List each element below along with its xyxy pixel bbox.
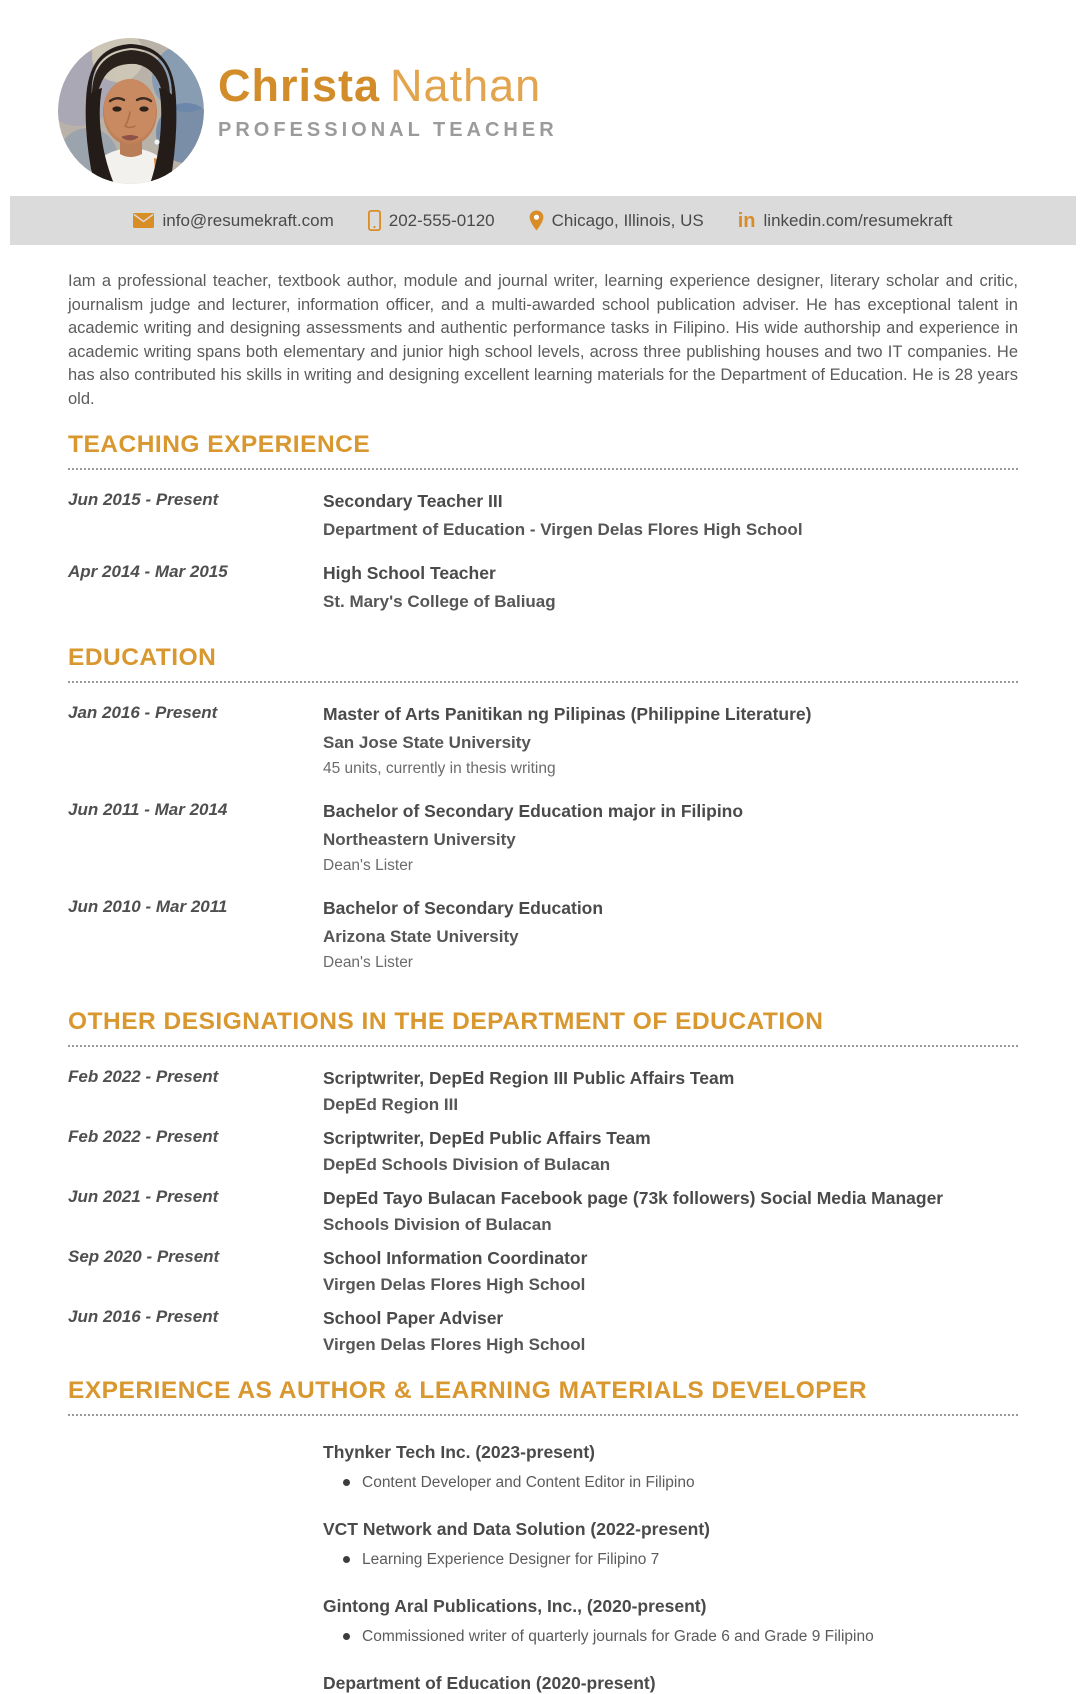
full-name [218, 62, 558, 109]
resume-header [0, 0, 1086, 184]
entry-body [323, 1246, 1018, 1297]
email-icon [133, 213, 154, 228]
education-entry [68, 702, 1018, 780]
bullet-item [343, 1626, 1018, 1647]
bullet-text: Commissioned writer of quarterly journals for Grade 6 and Grade 9 Filipino [362, 1627, 874, 1645]
entry-organization: DepEd Region III [323, 1094, 459, 1114]
author-entry [323, 1673, 1018, 1694]
entry-date: Jan 2016 - Present [68, 702, 218, 722]
company-name: Thynker Tech Inc. (2023-present) [323, 1441, 595, 1462]
entry-organization: Virgen Delas Flores High School [323, 1334, 586, 1354]
entry-date: Sep 2020 - Present [68, 1246, 220, 1266]
entry-description: Dean's Lister [323, 856, 413, 874]
bullet-icon [343, 1633, 350, 1640]
section-other-designations [68, 1008, 1018, 1357]
teaching-entry [68, 561, 1018, 614]
location-text: Chicago, Illinois, US [551, 210, 704, 230]
entry-body [323, 1126, 1018, 1177]
section-teaching-experience [68, 431, 1018, 614]
contact-bar [10, 196, 1076, 245]
company-name: VCT Network and Data Solution (2022-present) [323, 1518, 711, 1539]
designation-entry [68, 1186, 1018, 1237]
last-name: Nathan [390, 60, 542, 111]
summary-paragraph: Iam a professional teacher, textbook author, module and journal writer, learning experience designer, literary scholar and critic, journalism judge and lecturer, information officer, and a multi-awarded school publication adviser. He has exceptional talent in academic writing and designing assessments and authentic performance tasks in Filipino. His wide authorship and experience in academic writing spans both elementary and junior high school levels, across three publishing houses and two IT companies. He has also contributed his skills in writing and designing excellent learning materials for the Department of Education. He is 28 years old. [68, 272, 1018, 408]
contact-phone [368, 210, 495, 231]
author-entry [323, 1442, 1018, 1493]
author-entry [323, 1596, 1018, 1647]
entry-organization: San Jose State University [323, 732, 531, 752]
entry-organization: Arizona State University [323, 926, 519, 946]
entry-date: Jun 2021 - Present [68, 1186, 219, 1206]
entry-organization: St. Mary's College of Baliuag [323, 591, 556, 611]
entry-body [323, 1186, 1018, 1237]
bullet-icon [343, 1479, 350, 1486]
entry-body [323, 1306, 1018, 1357]
entry-title: School Information Coordinator [323, 1247, 588, 1268]
entry-date: Apr 2014 - Mar 2015 [68, 561, 228, 581]
author-entry [323, 1519, 1018, 1570]
entry-body [323, 489, 1018, 542]
linkedin-icon: in [737, 209, 756, 232]
entry-date: Jun 2015 - Present [68, 489, 219, 509]
entry-title: DepEd Tayo Bulacan Facebook page (73k followers) Social Media Manager [323, 1187, 944, 1208]
entry-date: Feb 2022 - Present [68, 1126, 219, 1146]
profile-photo [58, 38, 204, 184]
entry-title: Scriptwriter, DepEd Region III Public Affairs Team [323, 1067, 735, 1088]
contact-linkedin [738, 211, 953, 231]
entry-organization: Virgen Delas Flores High School [323, 1274, 586, 1294]
designation-entry [68, 1126, 1018, 1177]
designation-entry [68, 1066, 1018, 1117]
phone-icon [368, 210, 381, 231]
designation-entry [68, 1306, 1018, 1357]
entry-organization: Northeastern University [323, 829, 516, 849]
teaching-experience-heading: TEACHING EXPERIENCE [68, 431, 1018, 470]
first-name: Christa [218, 60, 381, 111]
contact-email [133, 211, 333, 231]
entry-date: Feb 2022 - Present [68, 1066, 219, 1086]
bullet-item [343, 1472, 1018, 1493]
bullet-icon [343, 1556, 350, 1563]
entry-title: Bachelor of Secondary Education major in Filipino [323, 800, 744, 821]
name-block [218, 38, 558, 184]
entry-title: Scriptwriter, DepEd Public Affairs Team [323, 1127, 651, 1148]
entry-description: 45 units, currently in thesis writing [323, 759, 556, 777]
entry-organization: Schools Division of Bulacan [323, 1214, 552, 1234]
entry-organization: DepEd Schools Division of Bulacan [323, 1154, 611, 1174]
contact-location [529, 210, 704, 231]
entry-body [323, 1066, 1018, 1117]
entry-title: Bachelor of Secondary Education [323, 897, 604, 918]
entry-organization: Department of Education - Virgen Delas Flores High School [323, 519, 803, 539]
entry-date: Jun 2010 - Mar 2011 [68, 896, 228, 916]
entry-body [323, 896, 1018, 974]
education-entry [68, 799, 1018, 877]
company-name: Gintong Aral Publications, Inc., (2020-present) [323, 1595, 707, 1616]
phone-text: 202-555-0120 [388, 210, 495, 230]
entry-title: High School Teacher [323, 562, 496, 583]
entry-title: Secondary Teacher III [323, 490, 503, 511]
other-designations-heading: OTHER DESIGNATIONS IN THE DEPARTMENT OF EDUCATION [68, 1008, 1018, 1047]
entry-body [323, 702, 1018, 780]
entry-body [323, 799, 1018, 877]
section-education [68, 644, 1018, 974]
designation-entry [68, 1246, 1018, 1297]
bullet-text: Content Developer and Content Editor in Filipino [362, 1473, 695, 1491]
linkedin-text: linkedin.com/resumekraft [763, 210, 953, 230]
section-author-experience [68, 1377, 1018, 1694]
email-text: info@resumekraft.com [162, 210, 334, 230]
author-experience-heading: EXPERIENCE AS AUTHOR & LEARNING MATERIALS DEVELOPER [68, 1377, 1018, 1416]
location-pin-icon [529, 210, 544, 231]
company-name: Department of Education (2020-present) [323, 1672, 656, 1693]
profile-photo-illustration [58, 38, 204, 184]
entry-title: School Paper Adviser [323, 1307, 504, 1328]
entry-title: Master of Arts Panitikan ng Pilipinas (Philippine Literature) [323, 703, 812, 724]
education-heading: EDUCATION [68, 644, 1018, 683]
bullet-item [343, 1549, 1018, 1570]
entry-date: Jun 2016 - Present [68, 1306, 219, 1326]
entry-date: Jun 2011 - Mar 2014 [68, 799, 228, 819]
job-title: PROFESSIONAL TEACHER [218, 119, 558, 142]
entry-body [323, 561, 1018, 614]
entry-description: Dean's Lister [323, 953, 413, 971]
bullet-text: Learning Experience Designer for Filipino 7 [362, 1550, 660, 1568]
resume-body [0, 270, 1086, 1694]
education-entry [68, 896, 1018, 974]
teaching-entry [68, 489, 1018, 542]
